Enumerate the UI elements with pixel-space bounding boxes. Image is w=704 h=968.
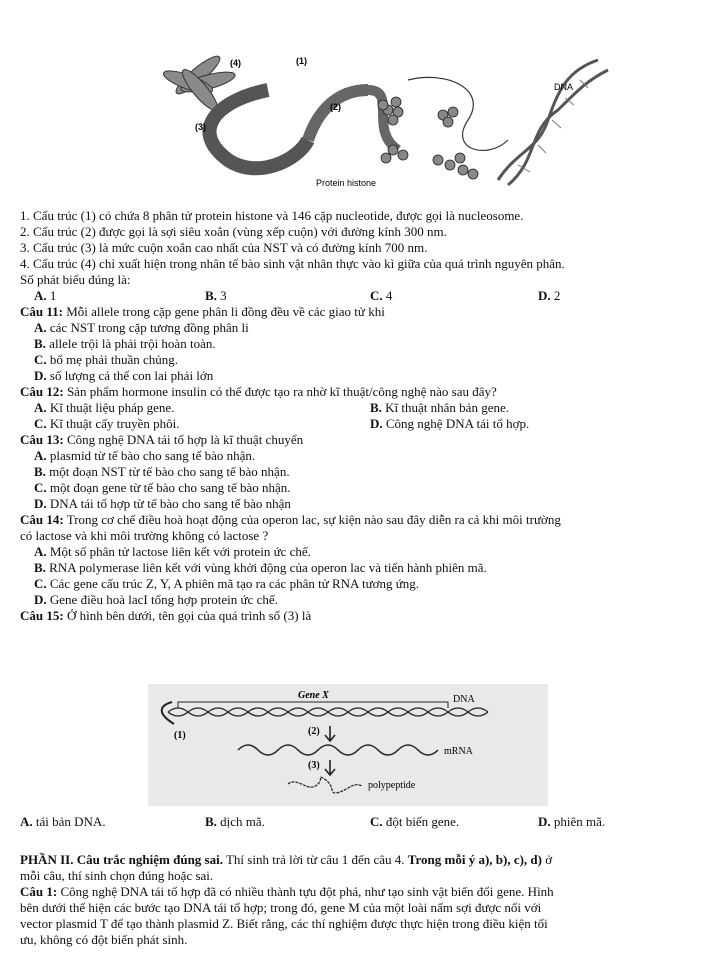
label-3: (3) bbox=[308, 760, 320, 771]
q15-option-b: B. dịch mã. bbox=[205, 814, 265, 829]
q11-option-c: C. bố mẹ phải thuần chủng. bbox=[34, 352, 179, 367]
q10-option-a: A. 1 bbox=[34, 288, 57, 303]
q13-option-b: B. một đoạn NST từ tế bào cho sang tế bào nhận. bbox=[34, 464, 290, 479]
q12-option-c: C. Kĩ thuật cấy truyền phôi. bbox=[34, 416, 180, 431]
mrna-label: mRNA bbox=[444, 746, 473, 757]
q10-option-c: C. 4 bbox=[370, 288, 393, 303]
q15-option-c: C. đột biến gene. bbox=[370, 814, 460, 829]
part2-q1-line3: vector plasmid T để tạo thành plasmid Z. Biết rằng, các thí nghiệm được thực hiện trong điều kiện tối bbox=[20, 916, 548, 931]
q11-option-d: D. số lượng cá thể con lai phải lớn bbox=[34, 368, 214, 383]
label-3: (3) bbox=[195, 122, 206, 132]
q10-prompt: Số phát biểu đúng là: bbox=[20, 272, 131, 287]
dna-label: DNA bbox=[453, 694, 475, 705]
part2-instruction: mỗi câu, thí sinh chọn đúng hoặc sai. bbox=[20, 868, 214, 883]
q13-option-c: C. một đoạn gene từ tế bào cho sang tế bào nhận. bbox=[34, 480, 291, 495]
q13-option-d: D. DNA tái tổ hợp từ tế bào cho sang tế bào nhận bbox=[34, 496, 291, 511]
q15-option-d: D. phiên mã. bbox=[538, 814, 606, 829]
polypeptide-label: polypeptide bbox=[368, 780, 416, 791]
q14-option-b: B. RNA polymerase liên kết với vùng khởi động của operon lac và tiến hành phiên mã. bbox=[34, 560, 487, 575]
dna-helix bbox=[498, 60, 608, 185]
statement-2: 2. Cấu trúc (2) được gọi là sợi siêu xoắn (vùng xếp cuộn) với đường kính 300 nm. bbox=[20, 224, 447, 239]
part2-heading: PHẦN II. Câu trắc nghiệm đúng sai. Thí sinh trả lời từ câu 1 đến câu 4. Trong mỗi ý a), b), c), d) ở bbox=[20, 852, 553, 867]
statement-1: 1. Cấu trúc (1) có chứa 8 phân tử protein histone và 146 cặp nucleotide, được gọi là nucleosome. bbox=[20, 208, 524, 223]
label-1: (1) bbox=[174, 730, 186, 741]
q14-option-c: C. Các gene cấu trúc Z, Y, A phiên mã tạo ra các phân tử RNA tương ứng. bbox=[34, 576, 420, 591]
q14-option-a: A. Một số phân tử lactose liên kết với protein ức chế. bbox=[34, 544, 311, 559]
label-dna: DNA bbox=[554, 82, 574, 92]
q12-option-d: D. Công nghệ DNA tái tổ hợp. bbox=[370, 416, 530, 431]
label-1: (1) bbox=[296, 56, 307, 66]
q11-option-b: B. allele trội là phải trội hoàn toàn. bbox=[34, 336, 216, 351]
chromosome-structure-figure bbox=[68, 50, 628, 192]
part2-q1-line1: Câu 1: Công nghệ DNA tái tổ hợp đã có nhiều thành tựu đột phá, như tạo sinh vật biến đổi gene. Hình bbox=[20, 884, 554, 899]
statement-4: 4. Cấu trúc (4) chỉ xuất hiện trong nhân tế bào sinh vật nhân thực vào kì giữa của quá trình nguyên phân. bbox=[20, 256, 565, 271]
label-protein-histone: Protein histone bbox=[316, 178, 377, 188]
q12-stem: Câu 12: Sản phẩm hormone insulin có thể được tạo ra nhờ kĩ thuật/công nghệ nào sau đây? bbox=[20, 384, 497, 399]
statement-3: 3. Cấu trúc (3) là mức cuộn xoắn cao nhất của NST và có đường kính 700 nm. bbox=[20, 240, 428, 255]
label-2: (2) bbox=[308, 726, 320, 737]
part2-q1-line4: ưu, không có đột biến phát sinh. bbox=[20, 932, 188, 947]
q14-stem: Câu 14: Trong cơ chế điều hoà hoạt động của operon lac, sự kiện nào sau đây diễn ra cả khi môi trường bbox=[20, 512, 561, 527]
q13-option-a: A. plasmid từ tế bào cho sang tế bào nhận. bbox=[34, 448, 256, 463]
q14-stem-cont: có lactose và khi môi trường không có lactose ? bbox=[20, 528, 269, 543]
q10-option-d: D. 2 bbox=[538, 288, 561, 303]
q13-stem: Câu 13: Công nghệ DNA tái tổ hợp là kĩ thuật chuyển bbox=[20, 432, 304, 447]
q12-option-a: A. Kĩ thuật liệu pháp gene. bbox=[34, 400, 175, 415]
q15-stem: Câu 15: Ở hình bên dưới, tên gọi của quá trình số (3) là bbox=[20, 608, 312, 623]
label-4: (4) bbox=[230, 58, 241, 68]
q10-option-b: B. 3 bbox=[205, 288, 227, 303]
q11-option-a: A. các NST trong cặp tương đồng phân li bbox=[34, 320, 249, 335]
part2-q1-line2: bên dưới thể hiện các bước tạo DNA tái tổ hợp; trong đó, gene M của một loài nấm sợi được nối với bbox=[20, 900, 542, 915]
label-2: (2) bbox=[330, 102, 341, 112]
q12-option-b: B. Kĩ thuật nhân bản gene. bbox=[370, 400, 509, 415]
gene-expression-figure bbox=[148, 684, 548, 806]
supercoil-fiber bbox=[209, 90, 398, 168]
gene-x-label: Gene X bbox=[298, 690, 329, 701]
q11-stem: Câu 11: Mỗi allele trong cặp gene phân li đồng đều về các giao tử khi bbox=[20, 304, 385, 319]
q14-option-d: D. Gene điều hoà lacI tổng hợp protein ức chế. bbox=[34, 592, 278, 607]
q15-option-a: A. tái bản DNA. bbox=[20, 814, 106, 829]
